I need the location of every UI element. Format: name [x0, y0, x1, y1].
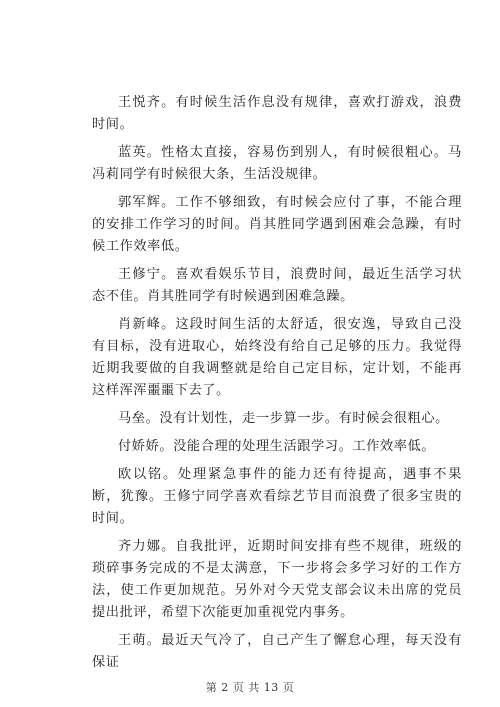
paragraph: 王修宁。喜欢看娱乐节目，浪费时间，最近生活学习状态不佳。肖其胜同学有时候遇到困难急躁。 [92, 267, 462, 304]
paragraph: 蓝英。性格太直接，容易伤到别人，有时候很粗心。马冯莉同学有时候很大条，生活没规律。 [92, 145, 462, 182]
paragraph: 肖新峰。这段时间生活的太舒适，很安逸，导致自己没有目标，没有进取心，始终没有给自己足够的压力。我觉得近期我要做的自我调整就是给自己定目标，定计划，不能再这样浑浑噩噩下去了。 [92, 317, 462, 398]
paragraph: 付娇娇。没能合理的处理生活跟学习。工作效率低。 [118, 439, 436, 454]
paragraph: 郭军辉。工作不够细致，有时候会应付了事，不能合理的安排工作学习的时间。肖其胜同学遇到困难会急躁，有时候工作效率低。 [92, 195, 462, 254]
page-number-footer: 第 2 页 共 13 页 [205, 681, 295, 694]
document-body [92, 92, 462, 680]
paragraph: 王悦齐。有时候生活作息没有规律，喜欢打游戏，浪费时间。 [92, 95, 462, 132]
paragraph: 欧以铭。处理紧急事件的能力还有待提高，遇事不果断，犹豫。王修宁同学喜欢看综艺节目而浪费了很多宝贵的时间。 [92, 467, 462, 526]
paragraph: 王萌。最近天气冷了，自己产生了懈怠心理，每天没有保证 [92, 633, 462, 670]
paragraph: 齐力娜。自我批评，近期时间安排有些不规律，班级的琐碎事务完成的不是太满意，下一步将会多学习好的工作方法，使工作更加规范。另外对今天党支部会议未出席的党员提出批评，希望下次能更加重视党内事务。 [92, 539, 462, 620]
paragraph: 马垒。没有计划性，走一步算一步。有时候会很粗心。 [118, 411, 449, 426]
